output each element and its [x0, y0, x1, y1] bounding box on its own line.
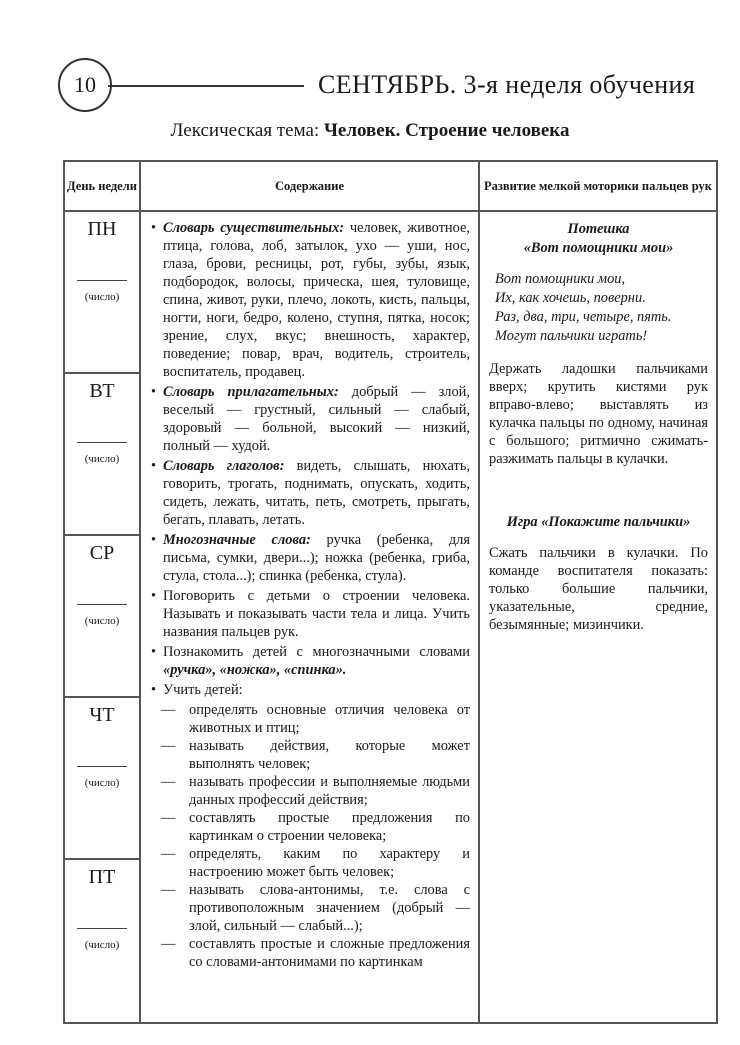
list-item: — определять, каким по характеру и настроению может быть человек;	[161, 845, 470, 881]
header-day: День недели	[64, 161, 140, 211]
list-item: — называть профессии и выполняемые людьми данных профессий действия;	[161, 773, 470, 809]
poem-line: Могут пальчики играть!	[495, 328, 648, 344]
intro-words: «ручка», «ножка», «спинка».	[163, 662, 347, 678]
topic-name: Человек. Строение человека	[323, 120, 570, 141]
day-friday	[65, 860, 139, 1022]
game-instructions: Сжать пальчики в кулачки. По команде воспитателя показать: только большие пальчики, указательные, средние, безымянные; мизинчики.	[489, 545, 708, 633]
adjectives-text: добрый — злой, веселый — грустный, сильный — слабый, здоровый — больной, высокий — низкий, полный — худой.	[163, 384, 470, 454]
day-abbr: ВТ	[89, 380, 115, 402]
verbs-label: Словарь глаголов:	[163, 458, 285, 474]
weekly-plan-table	[63, 160, 718, 1024]
rhyme-title: Потешка	[567, 221, 630, 237]
teach-label: Учить детей:	[163, 682, 243, 698]
day-thursday	[65, 698, 139, 860]
day-abbr: ПТ	[88, 866, 116, 888]
polysemous-label: Многозначные слова:	[163, 532, 311, 548]
rhyme-name: «Вот помощники мои»	[523, 240, 674, 256]
list-item: — называть действия, которые может выполнять человек;	[161, 737, 470, 773]
page-title: СЕНТЯБРЬ. 3-я неделя обучения	[318, 70, 696, 99]
table-header-row	[64, 161, 717, 211]
day-monday	[65, 212, 139, 374]
date-blank-line	[77, 928, 127, 929]
rhyme-poem	[495, 270, 708, 346]
talk-activity	[151, 587, 470, 641]
date-blank-line	[77, 280, 127, 281]
date-label: (число)	[84, 939, 120, 951]
nouns-text: человек, животное, птица, голова, лоб, затылок, ухо — уши, нос, глаза, брови, ресницы, рот, губы, зубы, язык, подбородок, волосы, прическа, шея, туловище, спина, живот, руки, плечо, локоть, кисть, пальцы, ногти, ноги, бедро, колено, ступня, пятка, носок; зрение, слух, вкус; внешность, характер, поведение; повар, врач, водитель, строитель, воспитатель, продавец.	[163, 220, 470, 380]
teach-heading	[151, 681, 470, 699]
list-item: — составлять простые предложения по картинкам о строении человека;	[161, 809, 470, 845]
content-column	[140, 211, 479, 1023]
date-blank-line	[77, 442, 127, 443]
list-item: — определять основные отличия человека от животных и птиц;	[161, 701, 470, 737]
header-motor: Развитие мелкой моторики пальцев рук	[479, 161, 717, 211]
table-body-row	[64, 211, 717, 1023]
adjectives-vocabulary	[151, 383, 470, 455]
intro-activity	[151, 643, 470, 679]
day-abbr: ПН	[87, 218, 117, 240]
game-title: Игра «Покажите пальчики»	[506, 514, 691, 530]
lexical-topic	[0, 120, 740, 142]
days-column	[64, 211, 140, 1023]
nouns-vocabulary	[151, 219, 470, 381]
date-blank-line	[77, 766, 127, 767]
page-number: 10	[58, 58, 112, 112]
list-item: — составлять простые и сложные предложения со словами-антонимами по картинкам	[161, 935, 470, 971]
talk-text: Поговорить с детьми о строении человека. Называть и показывать части тела и лица. Учить названия пальцев рук.	[163, 588, 470, 640]
poem-line: Раз, два, три, четыре, пять.	[495, 309, 672, 325]
day-tuesday	[65, 374, 139, 536]
date-label: (число)	[84, 453, 120, 465]
polysemous-words	[151, 531, 470, 585]
verbs-text: видеть, слышать, нюхать, говорить, трогать, поднимать, опускать, ходить, сидеть, лежать, читать, петь, смотреть, прыгать, бегать, плавать, летать.	[163, 458, 470, 528]
poem-line: Их, как хочешь, поверни.	[495, 290, 646, 306]
nouns-label: Словарь существительных:	[163, 220, 345, 236]
motor-skills-column	[479, 211, 717, 1023]
topic-prefix: Лексическая тема:	[170, 120, 320, 141]
rhyme-instructions: Держать ладошки пальчиками вверх; крутить кистями рук вправо-влево; выставлять из кулачка пальцы по одному, начиная с большого; ритмично сжимать-разжимать пальцы в кулачки.	[489, 361, 708, 467]
date-label: (число)	[84, 291, 120, 303]
date-label: (число)	[84, 615, 120, 627]
verbs-vocabulary	[151, 457, 470, 529]
adjectives-label: Словарь прилагательных:	[163, 384, 339, 400]
poem-line: Вот помощники мои,	[495, 271, 626, 287]
polysemous-text: ручка (ребенка, для письма, сумки, двери...); ножка (ребенка, гриба, стула, стола...); спинка (ребенка, стула).	[163, 532, 470, 584]
date-blank-line	[77, 604, 127, 605]
day-abbr: ЧТ	[89, 704, 115, 726]
intro-text: Познакомить детей с многозначными словами	[163, 644, 470, 660]
header-content: Содержание	[140, 161, 479, 211]
day-wednesday	[65, 536, 139, 698]
day-abbr: СР	[89, 542, 115, 564]
date-label: (число)	[84, 777, 120, 789]
list-item: — называть слова-антонимы, т.е. слова с противоположным значением (добрый — злой, сильный — слабый...);	[161, 881, 470, 935]
header-divider	[108, 85, 304, 87]
